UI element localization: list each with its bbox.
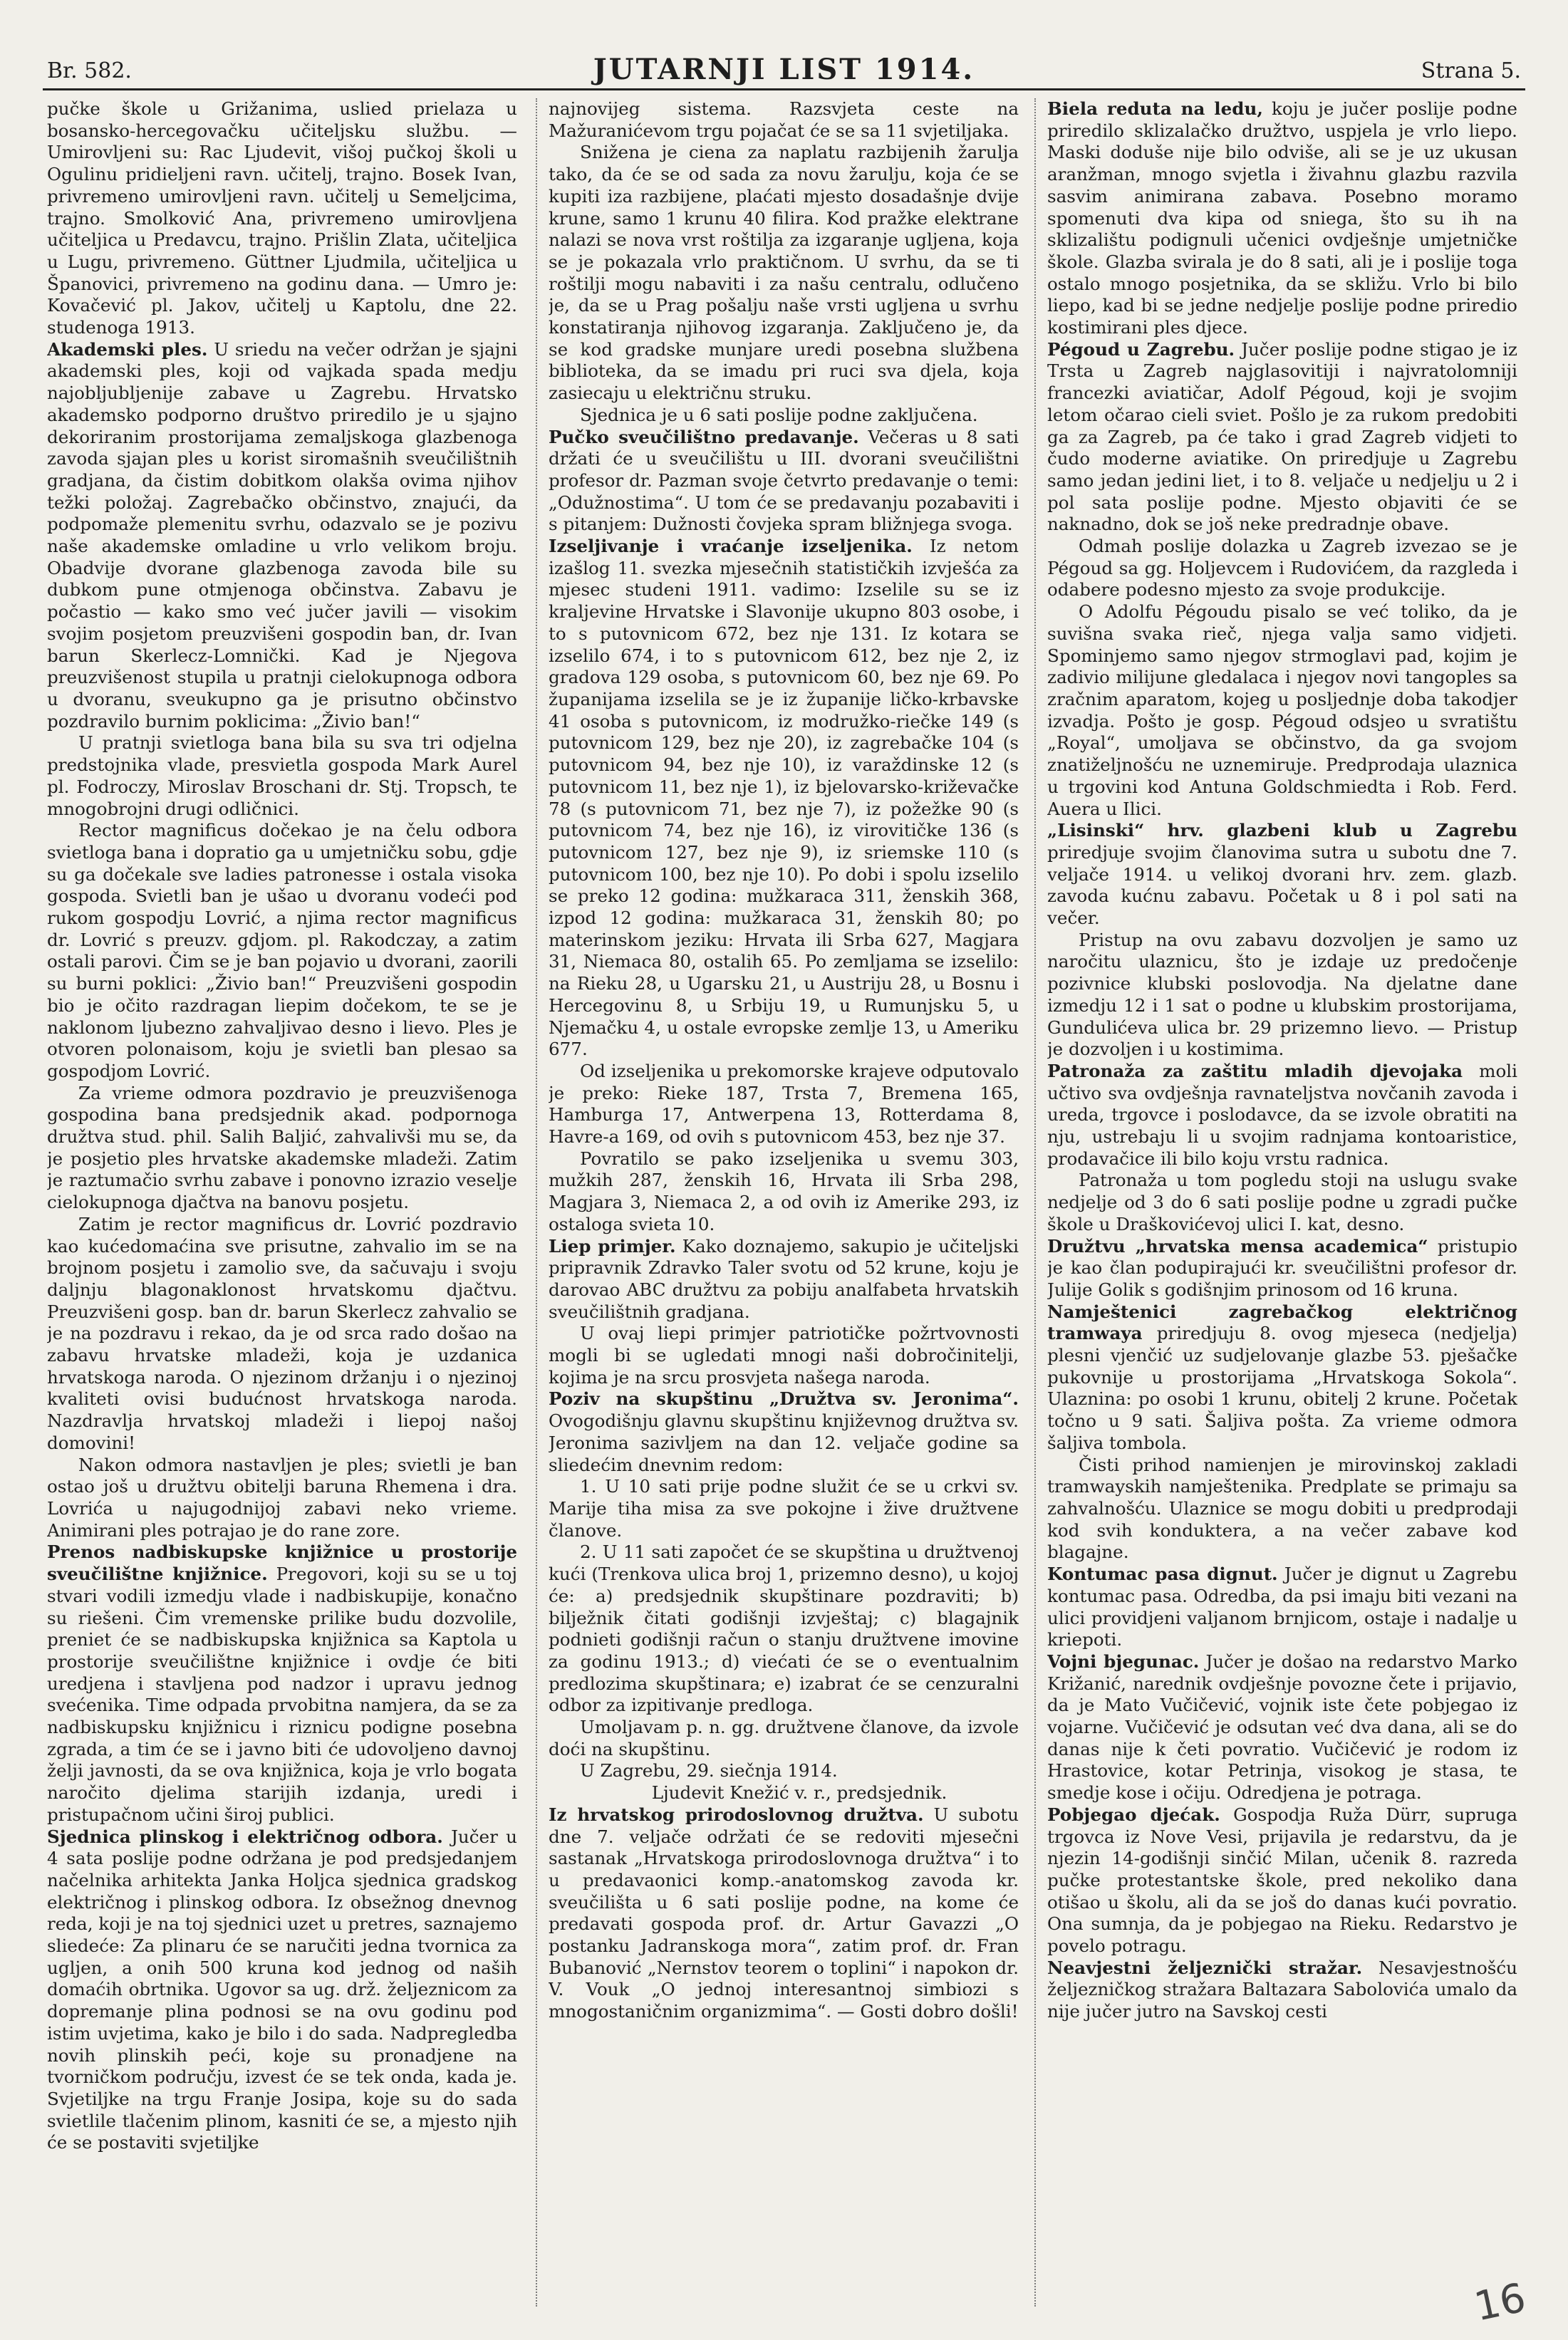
article-title: Iz hrvatskog prirodoslovnog družtva. — [549, 1804, 924, 1825]
article-title: Sjednica plinskog i električnog odbora. — [47, 1826, 443, 1847]
paragraph: Sjednica je u 6 sati poslije podne zaključena. — [580, 404, 978, 425]
article-title: Vojni bjegunac. — [1047, 1650, 1200, 1672]
article-body: Jučer poslije podne stigao je iz Trsta u Zagreb najglasovitiji i najvratolomniji francezki aviatičar, Adolf Pégoud, koji je svojim letom očarao cieli sviet. Pošlo je za rukom predobiti ga za Zagreb, pa će tako i grad Zagreb vidjeti to čudo moderne aviatike. On priredjuje u Zagrebu samo jedan jedini liet, i to 8. veljače u nedjelju u 2 i pol sata poslije podne. Mjesto objaviti će se naknadno, dok se još neke predradnje obave. — [1047, 338, 1517, 535]
paragraph: Od izseljenika u prekomorske krajeve odputovalo je preko: Rieke 187, Trsta 7, Bremena 165, Hamburga 17, Antwerpena 13, Rotterdama 8, Havre-a 169, od ovih s putovnicom 453, bez nje 37. — [549, 1060, 1019, 1148]
article-body: Jučer je došao na redarstvo Marko Križanić, narednik ovdješnje povozne čete i prijavio, da je Mato Vučičević, vojnik iste čete pobjegao iz vojarne. Vučičević je odsutan već dva dana, ali se do danas nije k četi povratio. Vučičević je rodom iz Hrastovice, kotar Petrinja, visokog je stasa, te smedje kose i očiju. Odredjena je potraga. — [1047, 1650, 1517, 1804]
article-body: pristupio je kao član podupirajući kr. sveučilištni profesor dr. Julije Golik s godišnjim prinosom od 16 kruna. — [1047, 1235, 1517, 1300]
column-2 — [549, 98, 1019, 2314]
column-3 — [1047, 98, 1517, 2314]
article-body: Kako doznajemo, sakupio je učiteljski pripravnik Zdravko Taler svotu od 52 krune, koju je darovao ABC družtvu za pobiju analfabeta hrvatskih sveučilištnih gradjana. — [549, 1235, 1019, 1322]
article-body: Iz netom izašlog 11. svezka mjesečnih statističkih izvješća za mjesec studeni 1911. vadimo: Izselile su se iz kraljevine Hrvatske i Slavonije ukupno 803 osobe, i to s putovnicom 672, bez nje 131. Iz kotara se izselilo 674, i to s putovnicom 612, bez nje 2, iz gradova 129 osoba, s putovnicom 60, bez nje 69. Po županijama izselila se je iz županije ličko-krbavske 41 osoba s putovnicom, iz modružko-riečke 149 (s putovnicom 129, bez nje 20), iz zagrebačke 104 (s putovnicom 94, bez nje 10), iz varaždinske 12 (s putovnicom 11, bez nje 1), iz bjelovarsko-križevačke 78 (s putovnicom 71, bez nje 7), iz požežke 90 (s putovnicom 74, bez nje 16), iz virovitičke 136 (s putovnicom 127, bez nje 9), iz sriemske 110 (s putovnicom 100, bez nje 10). Po dobi i spolu izselilo se preko 12 godina: mužkaraca 311, ženskih 368, izpod 12 godina: mužkaraca 31, ženskih 80; po materinskom jeziku: Hrvata ili Srba 627, Magjara 31, Niemaca 80, ostalih 65. Po zemljama se izselilo: na Rieku 28, u Ugarsku 21, u Austriju 28, u Bosnu i Hercegovinu 8, u Srbiju 19, u Rumunjsku 5, u Njemačku 4, u ostale evropske zemlje 13, u Ameriku 677. — [549, 536, 1019, 1060]
article-body: Gospodja Ruža Dürr, supruga trgovca iz Nove Vesi, prijavila je redarstvu, da je njezin 14-godišnji sinčić Milan, učenik 8. razreda pučke protestantske škole, pred nekoliko dana otišao u školu, ali da se još do danas kući povratio. Ona sumnja, da je pobjegao na Rieku. Redarstvo je povelo potragu. — [1047, 1804, 1517, 1957]
paragraph: Povratilo se pako izseljenika u svemu 303, mužkih 287, ženskih 16, Hrvata ili Srba 298, Magjara 3, Niemaca 2, a od ovih iz Amerike 293, iz ostaloga svieta 10. — [549, 1148, 1019, 1234]
paragraph: Zatim je rector magnificus dr. Lovrić pozdravio kao kućedomaćina sve prisutne, zahvalio im se na brojnom posjetu i zamolio sve, da sačuvaju i svoju daljnju blagonaklonost hrvatskomu djačtvu. Preuzvišeni gosp. ban dr. barun Skerlecz zahvalio se je na pozdravu i rekao, da je od srca rado došao na zabavu hrvatske mladeži, koja je uzdanica hrvatskoga naroda. O njezinom držanju i o njezinoj kvaliteti ovisi budućnost hrvatskoga naroda. Nazdravlja hrvatskoj mladeži i liepoj našoj domovini! — [47, 1213, 517, 1453]
article-title: Patronaža za zaštitu mladih djevojaka — [1047, 1060, 1463, 1081]
paragraph: Za vrieme odmora pozdravio je preuzvišenoga gospodina bana predsjednik akad. podpornoga družtva stud. phil. Salih Baljić, zahvalivši mu se, da je posjetio ples hrvatske akademske mladeži. Zatim je raztumačio svrhu zabave i ponovno izrazio veselje cielokupnoga djačtva na banovu posjetu. — [47, 1082, 517, 1213]
paragraph: Snižena je ciena za naplatu razbijenih žarulja tako, da će se od sada za novu žarulju, koja će se kupiti iza razbijene, plaćati mjesto dosadašnje dvije krune, samo 1 krunu 40 filira. Kod pražke elektrane nalazi se nova vrst roštilja za izgaranje ugljena, koja se je pokazala vrlo praktičnom. U svrhu, da se ti roštilji mogu nabaviti i za našu centralu, odlučeno je, da se u Prag pošalju naše vrsti ugljena u svrhu konstatiranja njihovog izgaranja. Zaključeno je, da se kod gradske munjare uredi posebna službena biblioteka, da se imadu pri ruci sva djela, koja zasiecaju u električnu struku. — [549, 142, 1019, 404]
article-body: priredjuje svojim članovima sutra u subotu dne 7. veljače 1914. u velikoj dvorani hrv. zem. glazb. zavoda kućnu zabavu. Početak u 8 i pol sati na večer. — [1047, 841, 1517, 929]
article-body: Večeras u 8 sati držati će u sveučilištu u III. dvorani sveučilištni profesor dr. Pazman svoje četvrto predavanje o temi: „Odužnostima“. U tom će se predavanju pozabaviti i s pitanjem: Dužnosti čovjeka spram bližnjega svoga. — [549, 426, 1019, 535]
article-body: Jučer u 4 sata poslije podne održana je pod predsjedanjem načelnika arhitekta Janka Holjca sjednica gradskog električnog i plinskog odbora. Iz obsežnog dnevnog reda, koji je na toj sjednici uzet u pretres, saznajemo sliedeće: Za plinaru će se naručiti jedna tvornica za ugljen, a onih 500 kruna kod jednog od naših domaćih obrtnika. Ugovor sa ug. drž. željeznicom za dopremanje plina podnosi se na ovu godinu pod istim uvjetima, kako je bilo i do sada. Nadpregledba novih plinskih peći, koje su pronadjene na tvorničkom području, izvest će se tek onda, kada je. Svjetiljke na trgu Franje Josipa, koje su do sada svietlile tlačenim plinom, kasniti će se, a mjesto njih će se postaviti svjetiljke — [47, 1826, 517, 2153]
article-body: Ovogodišnju glavnu skupštinu književnog družtva sv. Jeronima sazivljem na dan 12. veljače godine sa sliedećim dnevnim redom: — [549, 1410, 1019, 1475]
article-body: koju je jučer poslije podne priredilo sklizalačko družtvo, uspjela je vrlo liepo. Maski doduše nije bilo odviše, ali se je uz ukusan aranžman, mnogo svjetla i živahnu glazbu razvila sasvim animirana zabava. Posebno moramo spomenuti dva kipa od sniega, što su ih na sklizalištu podignuli učenici ovdješnje umjetničke škole. Glazba svirala je do 8 sati, ali je i poslije toga ostalo mnogo posjetnika, da se skližu. Vrlo bi bilo liepo, kad bi se jedne nedjelje poslije podne priredio kostimirani ples djece. — [1047, 98, 1517, 338]
article-title: Prenos nadbiskupske knjižnice u prostorije sveučilištne knjižnice. — [47, 1541, 517, 1585]
column-divider — [536, 98, 537, 2307]
article-title: Izseljivanje i vraćanje izseljenika. — [549, 536, 913, 557]
paragraph: Patronaža u tom pogledu stoji na uslugu svake nedjelje od 3 do 6 sati poslije podne u zgradi pučke škole u Draškovićevoj ulici I. kat, desno. — [1047, 1170, 1517, 1234]
article-body: U sriedu na večer održan je sjajni akademski ples, koji od vajkada spada medju najobljubljenije zabave u Zagrebu. Hrvatsko akademsko podporno društvo priredilo je u sjajno dekoriranim prostorijama zemaljskoga glazbenoga zavoda sjajan ples u korist siromašnih sveučilištnih gradjana, da čistim dobitkom olakša ovima njihov težki položaj. Zagrebačko občinstvo, znajući, da podpomaže plemenitu svrhu, odazvalo se je pozivu naše akademske omladine u vrlo velikom broju. Obadvije dvorane glazbenoga zavoda bile su dubkom pune otmjenoga občinstva. Zabavu je počastio — kako smo već jučer javili — visokim svojim posjetom preuzvišeni gospodin ban, dr. Ivan barun Skerlecz-Lomnički. Kad je Njegova preuzvišenost stupila u pratnji cielokupnoga odbora u dvoranu, sveukupno ga je prisutno občinstvo pozdravilo burnim poklicima: „Živio ban!“ — [47, 338, 517, 732]
paragraph: Rector magnificus dočekao je na čelu odbora svietloga bana i dopratio ga u umjetničku sobu, gdje su ga dočekale sve ladies patronesse i ostala visoka gospoda. Svietli ban je ušao u dvoranu vodeći pod rukom gospodju Lovrić, a njima rector magnificus dr. Lovrić s preuzv. gdjom. pl. Rakodczay, a zatim ostali parovi. Čim se je ban pojavio u dvorani, zaorili su burni poklici: „Živio ban!“ Preuzvišeni gospodin bio je očito razdragan liepim dočekom, te se je naklonom ljubezno zahvaljivao desno i lievo. Ples je otvoren polonaisom, koju je svietli ban plesao sa gospodjom Lovrić. — [47, 820, 517, 1081]
article-body: priredjuju 8. ovog mjeseca (nedjelja) plesni vjenčić uz sudjelovanje glazbe 53. pješačke pukovnije u prostorijama „Hrvatskoga Sokola“. Ulaznina: po osobi 1 krunu, obitelj 2 krune. Početak točno u 9 sati. Šaljiva pošta. Za vrieme odmora šaljiva tombola. — [1047, 1323, 1517, 1453]
paragraph: U pratnji svietloga bana bila su sva tri odjelna predstojnika vlade, presvietla gospoda Mark Aurel pl. Fodroczy, Miroslav Broschani dr. Stj. Tropsch, te mnogobrojni drugi odličnici. — [47, 732, 517, 819]
masthead: JUTARNJI LIST 1914. — [593, 53, 975, 86]
paragraph: Odmah poslije dolazka u Zagreb izvezao se je Pégoud sa gg. Holjevcem i Rudovićem, da razgleda i odabere podesno mjesto za svoje produkcije. — [1047, 536, 1517, 600]
issue-number: Br. 582. — [47, 58, 132, 83]
article-title: „Lisinski“ hrv. glazbeni klub u Zagrebu — [1047, 820, 1517, 841]
paragraph: najnovijeg sistema. Razsvjeta ceste na Mažuranićevom trgu pojačat će se sa 11 svjetiljaka. — [549, 98, 1019, 141]
page-number: Strana 5. — [1421, 58, 1521, 83]
paragraph: Pristup na ovu zabavu dozvoljen je samo uz naročitu ulaznicu, što je izdaje uz predočenje pozivnice klubski poslovodja. Na djelatne dane izmedju 12 i 1 sat o podne u klubskim prostorijama, Gundulićeva ulica br. 29 prizemno lievo. — Pristup je dozvoljen i u kostimima. — [1047, 929, 1517, 1060]
paragraph: 2. U 11 sati započet će se skupština u družtvenoj kući (Trenkova ulica broj 1, prizemno desno), u kojoj će: a) predsjednik skupštinare pozdraviti; b) bilježnik čitati godišnji izvještaj; c) blagajnik podnieti godišnji račun o stanju družtvene imovine za godinu 1913.; d) viećati će se o eventualnim predlozima skupštinara; e) izabrat će se cenzuralni odbor za izpitivanje predloga. — [549, 1541, 1019, 1716]
article-title: Kontumac pasa dignut. — [1047, 1564, 1278, 1585]
article-title: Pobjegao djećak. — [1047, 1804, 1220, 1825]
handwritten-folio-number: 16 — [1470, 2274, 1530, 2331]
paragraph: U ovaj liepi primjer patriotičke požrtvovnosti mogli bi se ugledati mnogi naši dobročinitelji, kojima je na srcu prosvjeta našega naroda. — [549, 1323, 1019, 1388]
article-body: Pregovori, koji su se u toj stvari vodili izmedju vlade i nadbiskupije, konačno su riešeni. Čim vremenske prilike budu dozvolile, preniet će se nadbiskupska knjižnica sa Kaptola u prostorije sveučilištne knjižnice i ovdje će biti uredjena i stavljena pod nadzor i upravu jednog svećenika. Time odpada prvobitna namjera, da se za nadbiskupsku knjižnicu i riznicu podigne posebna zgrada, a tim će se i javno biti će udovoljeno davnoj želji javnosti, da se ova knjižnica, koja je vrlo bogata naročito djelima starijih izdanja, uredi i pristupačnom učini širој publici. — [47, 1564, 517, 1825]
paragraph: pučke škole u Grižanima, uslied prielaza u bosansko-hercegovačku učiteljsku službu. — Umirovljeni su: Rac Ljudevit, višoj pučkoj školi u Ogulinu pridieljeni ravn. učitelj, trajno. Bosek Ivan, privremeno umirovljeni ravn. učitelj u Semeljcima, trajno. Smolković Ana, privremeno umirovljena učiteljica u Predavcu, trajno. Prišlin Zlata, učiteljica u Lugu, privremeno. Güttner Ljudmila, učiteljica u Španovici, privremeno na godinu dana. — Umro je: Kovačević pl. Jakov, učitelj u Kaptolu, dne 22. studenoga 1913. — [47, 98, 517, 338]
column-1 — [47, 98, 517, 2314]
dateline: U Zagrebu, 29. siečnja 1914. — [580, 1760, 838, 1782]
article-title: Liep primjer. — [549, 1235, 676, 1257]
article-title: Neavjestni željeznički stražar. — [1047, 1957, 1363, 1978]
article-body: U subotu dne 7. veljače održati će se redoviti mjesečni sastanak „Hrvatskoga prirodoslovnoga družtva“ i to u predavaonici komp.-anatomskog zavoda kr. sveučilišta u 6 sati poslije podne, na kome će predavati gospoda prof. dr. Artur Gavazzi „O postanku Jadranskoga mora“, zatim prof. dr. Fran Bubanović „Nernstov teorem o toplini“ i napokon dr. V. Vouk „O jednoj interesantnoj simbiozi s mnogostaničnim organizmima“. — Gosti dobro došli! — [549, 1804, 1019, 2022]
article-title: Namještenici zagrebačkog električnog tramwaya — [1047, 1301, 1517, 1344]
paragraph: 1. U 10 sati prije podne služit će se u crkvi sv. Marije tiha misa za sve pokojne i žive družtvene članove. — [549, 1476, 1019, 1541]
paragraph: O Adolfu Pégoudu pisalo se već toliko, da je suvišna svaka rieč, njega valja samo vidjeti. Spominjemo samo njegov strmoglavi pad, kojim je zadivio milijune gledalaca i njegov novi tangoples sa zračnim aparatom, kojeg u posljednje doba takodjer izvadja. Pošto je gosp. Pégoud odsjeo u svratištu „Royal“, umoljava se občinstvo, da ga svojom znatiželjnošću ne uznemiruje. Predprodaja ulaznica u trgovini kod Antuna Goldschmiedta i Rob. Ferd. Auera u Ilici. — [1047, 601, 1517, 819]
paragraph: Čisti prihod namienjen je mirovinskoj zakladi tramwayskih namještenika. Predplate se primaju sa zahvalnošću. Ulaznice se mogu dobiti u predprodaji kod svih konduktera, a na večer zabave kod blagajne. — [1047, 1454, 1517, 1563]
article-body: Jučer je dignut u Zagrebu kontumac pasa. Odredba, da psi imaju biti vezani na ulici providjeni valjanom brnjicom, ostaje i nadalje u kriepoti. — [1047, 1564, 1517, 1650]
article-title: Biela reduta na ledu, — [1047, 98, 1263, 119]
article-title: Poziv na skupštinu „Družtva sv. Jeronima“. — [549, 1388, 1019, 1410]
article-title: Pučko sveučilištno predavanje. — [549, 426, 859, 447]
article-title: Pégoud u Zagrebu. — [1047, 338, 1235, 360]
column-divider — [1034, 98, 1036, 2307]
article-body: moli učtivo sva ovdješnja ravnateljstva novčanih zavoda i ureda, trgovce i poslodavce, da se izvole obratiti na nju, ustrebaju li u svojim radnjama kontoaristice, prodavačice ili bilo koju vrstu radnica. — [1047, 1060, 1517, 1169]
paragraph: Umoljavam p. n. gg. družtvene članove, da izvole doći na skupštinu. — [549, 1717, 1019, 1759]
page-header — [43, 46, 1525, 90]
article-title: Družtvu „hrvatska mensa academica“ — [1047, 1235, 1428, 1257]
signature: Ljudevit Knežić v. r., predsjednik. — [651, 1782, 947, 1804]
article-title: Akademski ples. — [47, 338, 208, 360]
article-body: Nesavjestnošću željezničkog stražara Baltazara Sabolovića umalo da nije jučer jutro na Savskoj cesti — [1047, 1957, 1517, 2022]
paragraph: Nakon odmora nastavljen je ples; svietli je ban ostao još u družtvu obitelji baruna Rhemena i dra. Lovrića u najugodnijoj zabavi neko vrieme. Animirani ples potrajao je do rane zore. — [47, 1454, 517, 1541]
